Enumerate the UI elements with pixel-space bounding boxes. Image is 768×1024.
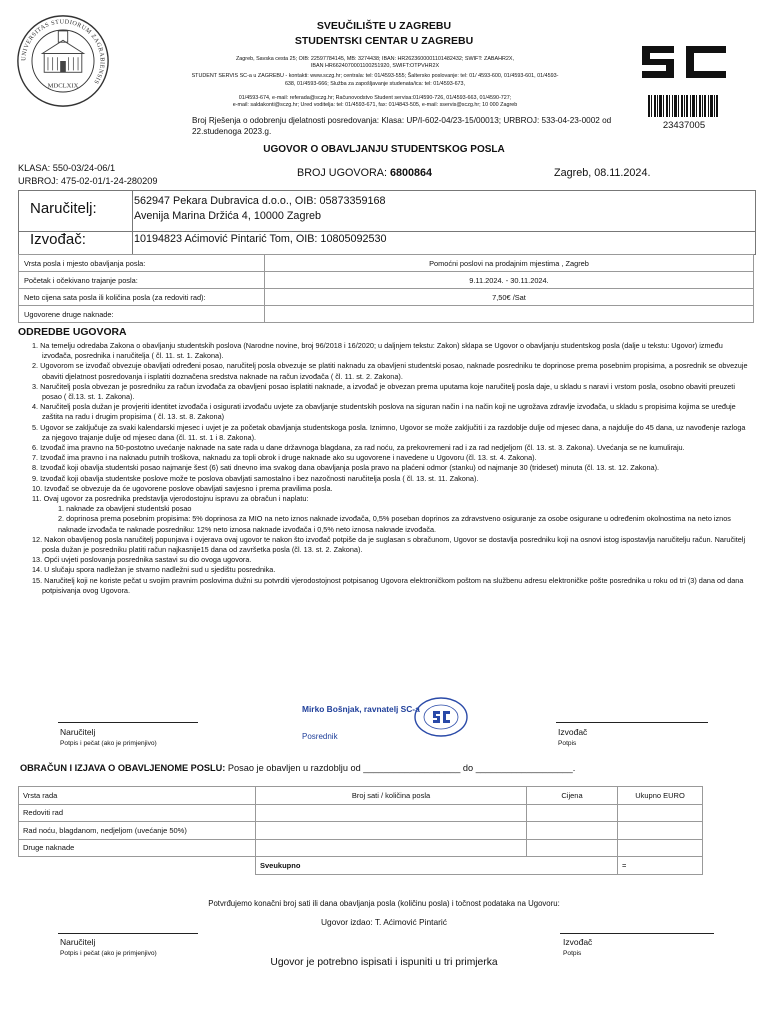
total-cell[interactable] <box>618 839 703 857</box>
table-row <box>19 787 703 805</box>
info-line: STUDENT SERVIS SC-a u ZAGREBU - kontakti: www.sczg.hr; centrala: tel: 01/4593-555; Šaltersko poslovanje: tel: 01/ 4593-600, 01/4593-601, 01/4593- <box>191 73 559 79</box>
table-row <box>19 804 703 822</box>
centre-name: STUDENTSKI CENTAR U ZAGREBU <box>294 35 474 47</box>
subclause: 1. naknade za obavljeni studentski posao <box>58 504 192 514</box>
clause: 9. Izvođač koji obavlja studentske poslove može te poslova obavljati samostalno i bez nazočnosti naručitelja posla ( čl. 13. st. 11. Zakona). <box>32 473 479 483</box>
clause: 8. Izvođač koji obavlja studentski posao najmanje šest (6) sati dnevno ima svakog dana obavljanja posla pravo na plaćeni odmor (stanku) od najmanje 30 (trideset) minuta (čl. 13. st. 12. Zakona). <box>32 463 660 473</box>
client-signature-hint: Potpis i pečat (ako je primjenjivo) <box>60 740 157 747</box>
detail-label: Ugovorene druge naknade: <box>19 306 265 323</box>
price-cell[interactable] <box>527 839 618 857</box>
director-name: Mirko Bošnjak, ravnatelj SC-a <box>302 704 420 714</box>
client-box <box>18 190 756 232</box>
seal-year: MDCLXIX <box>47 82 79 90</box>
table-row <box>19 839 703 857</box>
detail-value: 9.11.2024. - 30.11.2024. <box>265 272 754 289</box>
contract-number-value: 6800864 <box>390 167 433 179</box>
settlement-statement <box>20 763 575 773</box>
contractor-label: Izvođač: <box>30 231 86 248</box>
job-details-table <box>18 254 754 323</box>
info-line: IBAN HR6624070001100251920, SWIFT:OTPVHR2X <box>310 63 440 69</box>
contractor-signature-hint: Potpis <box>563 950 582 957</box>
hours-cell[interactable] <box>256 804 527 822</box>
column-header: Ukupno EURO <box>618 787 703 805</box>
row-label: Rad noću, blagdanom, nedjeljom (uvećanje 50%) <box>19 822 256 840</box>
info-line: e-mail: saldakonti@sczg.hr; Ured voditelja: tel: 01/4593-671, fax: 01/4843-505, e-mail: sservis@sczg.hr; 10 000 Zagreb <box>232 102 518 108</box>
clause: 6. Izvođač ima pravno na 50-postotno uvećanje naknade na sate rada u dane državnoga blagdana, za rad noću, za prekovremeni rad i za rad nedjeljom (čl. 13. st. 3. Zakona). Uvećanja se ne kumuliraju. <box>32 443 685 453</box>
hours-cell[interactable] <box>256 822 527 840</box>
table-row <box>19 272 754 289</box>
grand-total-label: Sveukupno <box>256 857 618 875</box>
info-line: 01/4593-674, e-mail: referada@sczg.hr; Računovodstvo Student servisa:01/4590-726, 01/4593-663, 01/4590-727; <box>238 95 512 101</box>
clause: 2. Ugovorom se izvođač obvezuje obavljati određeni posao, naručitelj posla obvezuje se platiti naknadu za obavljeni studentski posao, naknade posredniku te doprinose prema posebnim propisima, a posrednik se obvezuje obaviti djelatnost posredovanja i isplatiti doznačena sredstva naknade na račun izvođača ( čl. 11. st. 2. Zakona). <box>32 361 748 381</box>
provisions-list <box>18 341 754 596</box>
clause: 7. Izvođač ima pravno i na naknadu putnih troškova, naknadu za topli obrok i druge naknade ako su ugovorene i navedene u Ugovoru (čl. 13. st. 4. Zakona). <box>32 453 537 463</box>
client-name: 562947 Pekara Dubravica d.o.o., OIB: 05873359168 <box>134 195 386 207</box>
klasa: KLASA: 550-03/24-06/1 <box>18 163 116 173</box>
price-cell[interactable] <box>527 822 618 840</box>
detail-value <box>265 306 754 323</box>
settlement-period: Posao je obavljen u razdoblju od ___________________ do ___________________. <box>225 763 576 773</box>
detail-value: 7,50€ /Sat <box>265 289 754 306</box>
clause: 4. Naručitelj posla dužan je provjeriti identitet izvođača i osigurati izvođaču uvjete za obavljanje studentskih poslova na siguran način i na način koji ne ugrožava zdravlje izvođača, u skladu s propisima kojima se uređuje zaštita na radu i drugim propisima ( čl. 13. st. 8. Zakona) <box>32 402 736 422</box>
clause: 3. Naručitelj posla obvezan je posredniku za račun izvođača za obavljeni posao isplatiti naknade, a izvođač je obvezan prema uputama koje naručitelj posla daje, u skladu s naravi i vrstom posla, osobno obaviti preuzeti posao ( čl.13. st. 1. Zakona). <box>32 381 735 402</box>
contractor-box <box>18 230 756 255</box>
column-header: Broj sati / količina posla <box>256 787 527 805</box>
logo-text: SC <box>638 40 640 41</box>
settlement-title: OBRAČUN I IZJAVA O OBAVLJENOME POSLU: <box>20 763 226 773</box>
info-line: 638, 01/4593-666; Služba za zapošljavanje studenata/ica: tel: 01/4593-673, <box>284 81 466 87</box>
price-cell[interactable] <box>527 804 618 822</box>
detail-label: Početak i očekivano trajanje posla: <box>19 272 265 289</box>
subclause: 2. doprinosa prema posebnim propisima: 5% doprinosa za MIO na neto iznos naknade izvođača, 0,5% poseban doprinos za zdravstveno osiguranje za osobe osigurane u određenim okolnostima na neto iznos naknade izvođača te naknade posredniku: 12% neto iznosa naknade izvođača i 0,5% neto iznosa naknade izvođača. <box>58 514 731 534</box>
provisions-title: ODREDBE UGOVORA <box>18 327 127 338</box>
clause: 1. Na temelju odredaba Zakona o obavljanju studentskih poslova (Narodne novine, broj 96/2018 i 16/2020; u daljnjem tekstu: Zakon) sklapa se Ugovor o obavljanju studentskog posla (dalje u tekstu: Ugovor) između izvođača, posrednika i naručitelja ( čl. 11. st. 1. Zakona). <box>32 341 723 361</box>
client-address: Avenija Marina Držića 4, 10000 Zagreb <box>134 210 322 222</box>
contract-title: UGOVOR O OBAVLJANJU STUDENTSKOG POSLA <box>263 144 505 155</box>
client-signature-hint: Potpis i pečat (ako je primjenjivo) <box>60 950 157 957</box>
table-row <box>19 857 703 875</box>
contractor-name: 10194823 Aćimović Pintarić Tom, OIB: 10805092530 <box>134 233 387 245</box>
table-row <box>19 255 754 272</box>
table-row <box>19 822 703 840</box>
client-signature-line <box>58 722 198 723</box>
client-label: Naručitelj: <box>30 200 97 217</box>
contractor-signature-label: Izvođač <box>563 937 593 947</box>
grand-total-value[interactable]: = <box>618 857 703 875</box>
detail-label: Vrsta posla i mjesto obavljanja posla: <box>19 255 265 272</box>
clause: 13. Opći uvjeti poslovanja posrednika sastavi su dio ovoga ugovora. <box>32 555 252 565</box>
clause: 5. Ugovor se zaključuje za svaki kalendarski mjesec i uvjet je za početak obavljanja studentskoga posla. Iznimno, Ugovor se može zaključiti i za razdoblje dulje od mjesec dana, a najdulje do 45 dana, uz navođenje razloga za njegovo trajanje dulje od mjesec dana (čl. 11. st. 1 i 8. Zakona). <box>32 422 746 442</box>
contract-number-label: BROJ UGOVORA: <box>297 167 390 179</box>
clause: 14. U slučaju spora nadležan je stvarno nadležni sud u sjedištu posrednika. <box>32 565 276 575</box>
sc-logo <box>638 40 730 84</box>
confirmation-text: Potvrđujemo konačni broj sati ili dana obavljanja posla (količinu posla) i točnost podataka na Ugovoru: <box>208 899 560 908</box>
hours-cell[interactable] <box>256 839 527 857</box>
detail-label: Neto cijena sata posla ili količina posla (za redoviti rad): <box>19 289 265 306</box>
empty-cell <box>19 857 256 875</box>
barcode-number: 23437005 <box>662 120 706 131</box>
intermediary-label: Posrednik <box>302 732 338 741</box>
table-row <box>19 306 754 323</box>
clause: 15. Naručitelj koji ne koriste pečat u svojim pravnim poslovima dužni su potvrditi vjerodostojnost potpisanog Ugovora elektroničkom poštom na službenu adresu elektroničke pošte posrednika u roku od tri (3) dana od dana potpisivanja ovog Ugovora. <box>32 575 744 595</box>
licence-reference: Broj Rješenja o odobrenju djelatnosti posredovanja: Klasa: UP/I-602-04/23-15/00013; URBROJ: 533-04-23-0002 od 22.studenoga 2023.g. <box>192 116 612 136</box>
seal-text: UNIVERSITAS STUDIORUM ZAGRABIENSIS <box>20 18 106 86</box>
settlement-table <box>18 786 703 875</box>
footer-note: Ugovor je potrebno ispisati i ispuniti u tri primjerka <box>270 957 498 968</box>
clause: 11. Ovaj ugovor za posrednika predstavlja vjerodostojnu ispravu za obračun i naplatu: <box>32 494 309 504</box>
urbroj: URBROJ: 475-02-01/1-24-280209 <box>18 176 158 186</box>
row-label: Redoviti rad <box>19 804 256 822</box>
issued-by: Ugovor izdao: T. Aćimović Pintarić <box>321 917 447 927</box>
detail-value: Pomoćni poslovi na prodajnim mjestima , Zagreb <box>265 255 754 272</box>
contractor-signature-line <box>556 722 708 723</box>
total-cell[interactable] <box>618 822 703 840</box>
contractor-signature-line <box>560 933 714 934</box>
contract-number <box>297 167 432 179</box>
info-line: Zagreb, Savska cesta 25; OIB: 22597784145, MB: 3274438; IBAN: HR2623600001101482432; SWIFT: ZABAHR2X, <box>236 56 514 62</box>
university-name: SVEUČILIŠTE U ZAGREBU <box>316 20 452 32</box>
row-label: Druge naknade <box>19 839 256 857</box>
total-cell[interactable] <box>618 804 703 822</box>
contractor-signature-label: Izvođač <box>558 727 588 737</box>
table-row <box>19 289 754 306</box>
barcode <box>648 95 718 117</box>
client-signature-line <box>58 933 198 934</box>
clause: 12. Nakon obavljenog posla naručitelj popunjava i ovjerava ovaj ugovor te nakon što izvođač potpiše da je suglasan s obračunom, Ugovor se dostavlja posredniku koji na osnovi istog ispostavlja naručitelju račun. Naručitelj posla dužan je posredniku platiti račun najkasnije15 dana od završetka posla (čl. 13. st. 2. Zakona). <box>32 534 746 555</box>
client-signature-label: Naručitelj <box>60 937 96 947</box>
column-header: Vrsta rada <box>19 787 256 805</box>
client-signature-label: Naručitelj <box>60 727 96 737</box>
sc-stamp <box>412 696 470 738</box>
clause: 10. Izvođač se obvezuje da će ugovorene poslove obavljati savjesno i prema pravilima posla. <box>32 483 333 493</box>
contractor-signature-hint: Potpis <box>558 740 577 747</box>
place-date: Zagreb, 08.11.2024. <box>554 167 651 179</box>
column-header: Cijena <box>527 787 618 805</box>
